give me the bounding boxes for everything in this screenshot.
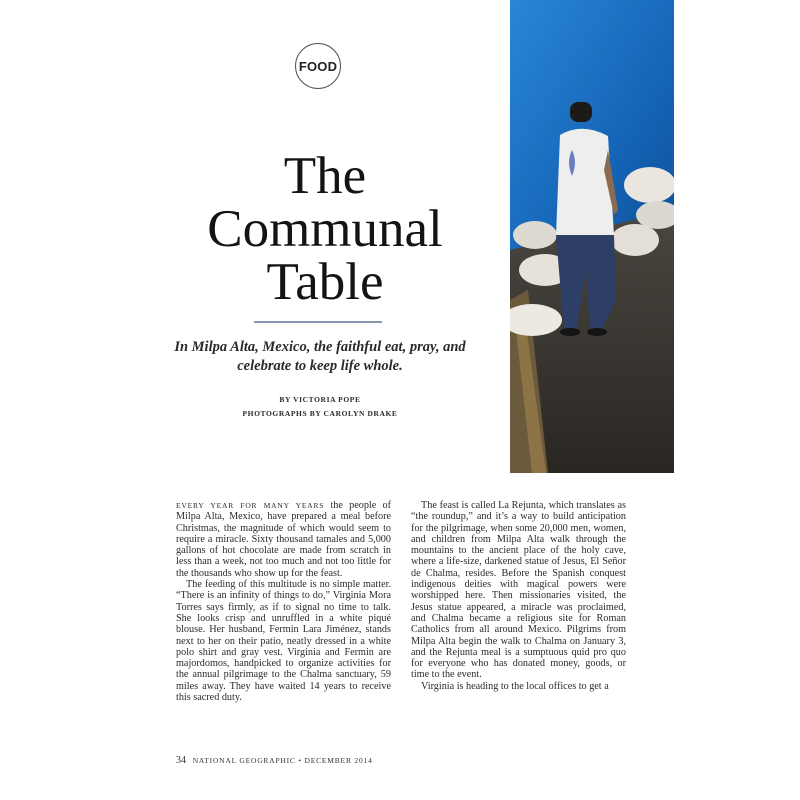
page-footer	[176, 755, 373, 766]
headline-line-3: Table	[266, 253, 384, 311]
byline	[170, 393, 470, 421]
paragraph-2: The feeding of this multitude is no simple matter. “There is an infinity of things to do,” Virginia Mora Torres says firmly, as if to signal no time to talk. She looks crisp and unruffled in a white piqué blouse. Her husband, Fermin Lara Jiménez, stands next to her on their patio, neatly dressed in a white polo shirt and gray vest. Virginia and Fermin are majordomos, handpicked to organize activities for the annual pilgrimage to the Chalma sanctuary, 59 miles away. They have waited 14 years to receive this sacred duty.	[176, 579, 391, 704]
publication-line: NATIONAL GEOGRAPHIC • DECEMBER 2014	[192, 756, 373, 765]
article-body	[176, 500, 626, 732]
section-badge	[295, 43, 341, 89]
headline-line-2: Communal	[207, 200, 443, 258]
headline	[150, 147, 500, 311]
paragraph-4: Virginia is heading to the local offices to get a	[421, 680, 609, 692]
paragraph-3: The feast is called La Rejunta, which translates as “the roundup,” and it’s a way to build anticipation for the pilgrimage, when some 20,000 men, women, and children from Milpa Alta walk through the mountains to the ancient place of the holy cave, where a life-size, darkened statue of Jesus, El Señor de Chalma, resides. Before the Spanish conquest indigenous deities with magical powers were worshipped here. Then missionaries visited, the Jesus statue appeared, a miracle was proclaimed, and Chalma became a religious site for Roman Catholics from all around Mexico. Pilgrims from Milpa Alta begin the walk to Chalma on January 3, and the Rejunta meal is a sumptuous quid pro quo for everyone who has donated money, goods, or time to the event.	[411, 500, 626, 681]
paragraph-1-text: the people of Milpa Alta, Mexico, have prepared a meal before Christmas, the magnitude of which would seem to require a miracle. Sixty thousand tamales and 5,000 gallons of hot chocolate are made from scratch in less than a week, not too much and not too little for the thousands who show up for the feast.	[176, 500, 391, 579]
headline-divider	[254, 321, 382, 323]
paragraph-1	[176, 500, 391, 579]
lead-in: EVERY YEAR FOR MANY YEARS	[176, 501, 325, 510]
deck: In Milpa Alta, Mexico, the faithful eat, pray, and celebrate to keep life whole.	[174, 339, 466, 374]
byline-photographer: PHOTOGRAPHS BY CAROLYN DRAKE	[242, 409, 398, 418]
section-label: FOOD	[298, 58, 338, 74]
page-number: 34	[176, 755, 186, 766]
photo-worker-in-hall	[510, 0, 674, 473]
headline-line-1: The	[283, 147, 367, 205]
byline-author: BY VICTORIA POPE	[279, 395, 361, 404]
